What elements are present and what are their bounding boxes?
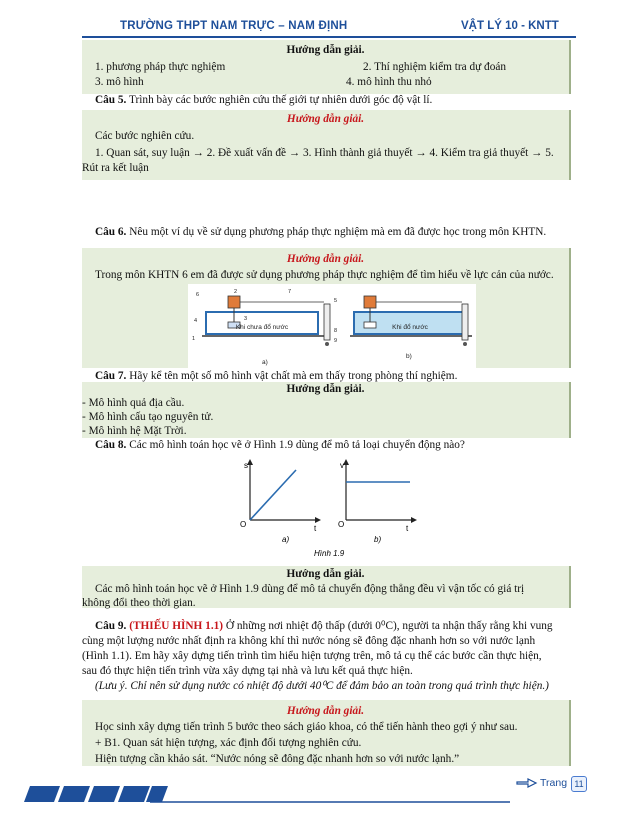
q9-line-4: sau đó thực hiện tiến trình vừa xây dựng tại nhà và lưu kết quả thực hiện. bbox=[82, 665, 413, 677]
q9-note: (Lưu ý. Chỉ nên sử dụng nước có nhiệt độ dưới 40⁰C để đảm bảo an toàn trong quá trình thực hiện.) bbox=[95, 680, 549, 692]
q8-question bbox=[95, 439, 465, 452]
q9-answer-line-3: Hiện tượng cần khảo sát. “Nước nóng sẽ đông đặc nhanh hơn so với nước lạnh.” bbox=[95, 753, 460, 765]
q5-label: Câu 5. bbox=[95, 94, 127, 106]
cart-a bbox=[228, 296, 240, 308]
q9-line-1: Ở những nơi nhiệt độ thấp (dưới 0⁰C), người ta nhận thấy rằng khi vung bbox=[225, 620, 553, 632]
fig-num-2: 2 bbox=[234, 289, 238, 295]
q9-question bbox=[95, 620, 553, 633]
q6-answer-title: Hướng dẫn giải. bbox=[286, 253, 365, 265]
pointing-hand-icon bbox=[516, 776, 538, 790]
fig-b-caption: Khi đổ nước bbox=[392, 324, 428, 331]
q7-label: Câu 7. bbox=[95, 370, 127, 382]
q9-answer-title: Hướng dẫn giải. bbox=[286, 705, 365, 717]
q6-question bbox=[95, 226, 546, 239]
fig-num-4: 4 bbox=[194, 318, 198, 324]
graph-a-y-label: s bbox=[244, 461, 248, 470]
q5-question bbox=[95, 94, 432, 107]
q9-line-3: (Hình 1.1). Em hãy xây dựng tiến trình tìm hiểu hiện tượng trên, mô tả cụ thể các bước cần thực hiện, bbox=[82, 650, 542, 662]
graph-a-label: a) bbox=[282, 535, 290, 544]
page-number: 11 bbox=[571, 776, 587, 792]
q5-answer-title: Hướng dẫn giải. bbox=[286, 113, 365, 125]
q6-text: Nêu một ví dụ về sử dụng phương pháp thực nghiệm mà em đã được học trong môn KHTN. bbox=[129, 226, 547, 238]
q7-answer-title: Hướng dẫn giải. bbox=[286, 383, 365, 395]
q9-label: Câu 9. bbox=[95, 620, 127, 632]
figure-1-9 bbox=[234, 456, 424, 560]
q6-label: Câu 6. bbox=[95, 226, 127, 238]
q9-answer-line-1: Học sinh xây dựng tiến trình 5 bước theo sách giáo khoa, có thể tiến hành theo gợi ý như sau. bbox=[95, 721, 518, 733]
figure-caption: Hình 1.9 bbox=[314, 549, 345, 558]
q6-answer-line-1: Trong môn KHTN 6 em đã được sử dụng phương pháp thực nghiệm để tìm hiểu về lực cản của nước. bbox=[95, 269, 554, 281]
q4-answer-title: Hướng dẫn giải. bbox=[286, 44, 365, 56]
q8-text: Các mô hình toán học vẽ ở Hình 1.9 dùng để mô tả loại chuyển động nào? bbox=[129, 439, 465, 451]
fig-num-1: 1 bbox=[192, 336, 196, 342]
q5-text: Trình bày các bước nghiên cứu thế giới tự nhiên dưới góc độ vật lí. bbox=[129, 94, 433, 106]
q4-option-4: 4. mô hình thu nhỏ bbox=[346, 76, 432, 88]
fig-num-7: 7 bbox=[288, 289, 292, 295]
q7-text: Hãy kể tên một số mô hình vật chất mà em thấy trong phòng thí nghiệm. bbox=[129, 370, 458, 382]
graph-b-origin: O bbox=[338, 520, 345, 529]
subject-name: VẬT LÝ 10 - KNTT bbox=[461, 20, 559, 32]
school-name: TRƯỜNG THPT NAM TRỰC – NAM ĐỊNH bbox=[120, 20, 348, 32]
water-resistance-figure bbox=[188, 284, 476, 368]
q4-option-3: 3. mô hình bbox=[95, 76, 144, 88]
q9-tag: (THIẾU HÌNH 1.1) bbox=[129, 620, 224, 632]
q4-option-1: 1. phương pháp thực nghiệm bbox=[95, 61, 226, 73]
fig-a-caption: Khi chưa đổ nước bbox=[235, 324, 289, 331]
q5-answer-line-2: 1. Quan sát, suy luận → 2. Đề xuất vấn đề → 3. Hình thành giả thuyết → 4. Kiểm tra giả thuyết → 5. bbox=[95, 147, 554, 159]
q4-option-2: 2. Thí nghiệm kiểm tra dự đoán bbox=[363, 61, 507, 73]
graph-a-line bbox=[250, 470, 296, 520]
spring-scale-b bbox=[462, 304, 468, 340]
q5-answer-line-3: Rút ra kết luận bbox=[82, 162, 149, 174]
fig-num-6: 6 bbox=[196, 292, 200, 298]
spring-scale-a bbox=[324, 304, 330, 340]
graph-a-origin: O bbox=[240, 520, 247, 529]
q8-answer-line-1: Các mô hình toán học vẽ ở Hình 1.9 dùng để mô tả chuyển động thẳng đều vì vận tốc có giá trị bbox=[95, 583, 525, 595]
fig-num-3: 3 bbox=[244, 316, 248, 322]
q9-line-2: cùng một lượng nước nhất định ra không khí thì nước nóng sẽ đông đặc nhanh hơn so với nước lạnh bbox=[82, 635, 536, 647]
q8-label: Câu 8. bbox=[95, 439, 127, 451]
graph-b-x-label: t bbox=[406, 524, 409, 533]
q8-answer-line-2: không đổi theo thời gian. bbox=[82, 597, 196, 609]
fig-a-label: a) bbox=[262, 359, 268, 366]
q8-answer-title: Hướng dẫn giải. bbox=[286, 568, 365, 580]
graph-b-label: b) bbox=[374, 535, 382, 544]
q7-item-2: - Mô hình cấu tạo nguyên tử. bbox=[82, 411, 214, 423]
cart-b bbox=[364, 296, 376, 308]
q7-item-1: - Mô hình quả địa cầu. bbox=[82, 397, 185, 409]
page-header bbox=[0, 0, 638, 36]
q9-answer-line-2: + B1. Quan sát hiện tượng, xác định đối tượng nghiên cứu. bbox=[95, 737, 362, 749]
graph-a-x-label: t bbox=[314, 524, 317, 533]
graph-b-y-label: v bbox=[340, 461, 344, 470]
fig-num-5: 5 bbox=[334, 298, 338, 304]
page-label: Trang bbox=[540, 777, 568, 789]
q7-item-3: - Mô hình hệ Mặt Trời. bbox=[82, 425, 187, 437]
header-divider bbox=[82, 36, 576, 38]
fig-num-8: 8 bbox=[334, 328, 338, 334]
q5-answer-line-1: Các bước nghiên cứu. bbox=[95, 130, 195, 142]
fig-b-label: b) bbox=[406, 353, 412, 360]
fig-num-9: 9 bbox=[334, 338, 338, 344]
